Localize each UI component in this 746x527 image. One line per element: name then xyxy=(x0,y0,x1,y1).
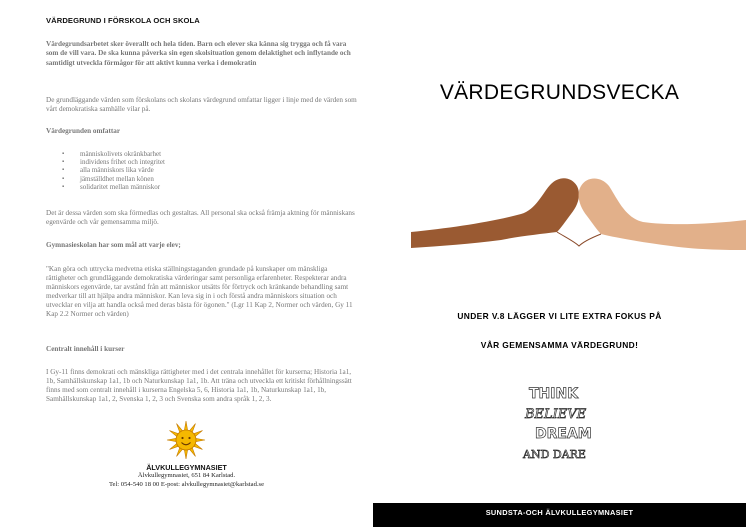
values-heading: Värdegrunden omfattar xyxy=(46,127,121,135)
list-item: ▪ solidaritet mellan människor xyxy=(62,182,161,191)
intro-paragraph: Värdegrundsarbetet sker överallt och hela tiden. Barn och elever ska känna sig trygga och få vara som de vill vara. De ska kunna påverka sin egen skolsituation genom delaktighet och inflytande och samtidigt utveckla förmågor för att aktivt kunna verka i demokratin xyxy=(46,40,351,67)
page-title: VÄRDEGRUND I FÖRSKOLA OCH SKOLA xyxy=(46,16,200,25)
sun-logo-icon xyxy=(166,420,206,460)
sun-ray xyxy=(167,438,176,441)
list-item: ▪ jämställdhet mellan könen xyxy=(62,174,154,183)
doodle-word-dream: DREAM xyxy=(535,426,592,442)
heart-hands-image xyxy=(411,162,746,254)
think-believe-dream-dare-doodle xyxy=(521,382,601,464)
doodle-word-believe: BELIEVE xyxy=(525,407,587,422)
sun-ray xyxy=(196,438,205,441)
cover-title: VÄRDEGRUNDSVECKA xyxy=(439,81,680,104)
sun-ray xyxy=(184,421,187,430)
focus-line-2: VÅR GEMENSAMMA VÄRDEGRUND! xyxy=(480,340,639,350)
focus-line: UNDER V.8 LÄGGER VI LITE EXTRA FOKUS PÅ xyxy=(457,311,662,321)
list-item: ▪ människolivets okränkbarhet xyxy=(62,150,162,158)
right-page xyxy=(373,0,746,527)
staff-paragraph: Det är dessa värden som ska förmedlas och gestaltas. All personal ska också främja aktning för människans egenvärde och vår gemensamma miljö. xyxy=(46,209,355,227)
bullet-icon: ▪ xyxy=(62,159,65,166)
list-item: ▪ alla människors lika värde xyxy=(62,166,154,175)
footer-text: SUNDSTA-OCH ÄLVKULLEGYMNASIET xyxy=(485,508,634,517)
curriculum-quote: "Kan göra och uttrycka medvetna etiska ställningstaganden grundade på kunskaper om mänskliga rättigheter och grundläggande demokratiska värderingar samt personliga erfarenheter. Respekterar andra människors egenvärde, tar avstånd från att människor utsätts för förtryck och kränkande behandling samt medverkar till att hjälpa andra människor. Kan leva sig in i och förstå andra människors situation och utvecklar en vilja att handla också med deras bästa för ögonen." (Lgr 11 Kap 2, Normer och värden, Gy 11 Kap 2.2 Normer och värden) xyxy=(46,265,353,319)
doodle-word-dare: AND DARE xyxy=(523,448,586,461)
bullet-icon: ▪ xyxy=(62,151,65,157)
bullet-icon: ▪ xyxy=(62,175,65,182)
goals-heading: Gymnasieskolan har som mål att varje elev; xyxy=(46,241,181,249)
values-list xyxy=(62,150,165,191)
content-heading: Centralt innehåll i kurser xyxy=(46,345,125,353)
content-paragraph: I Gy-11 finns demokrati och mänskliga rättigheter med i det centrala innehållet för kurserna; Historia 1a1, 1b, Samhällskunskap 1a1, 1b och Naturkunskap 1a1, 1b. Att träna och utveckla ett kritiskt förhållningssätt finns med som centralt innehåll i kurserna Engelska 5, 6, Historia 1a1, 1b, Naturkunskap 1a1, 1b, Samhällskunskap 1a1, 2, Svenska 1, 2, 3 och Svenska som andra språk 1, 2, 3. xyxy=(46,368,352,404)
sun-ray xyxy=(184,450,187,459)
values-paragraph: De grundläggande värden som förskolans och skolans värdegrund omfattar ligger i linje med de värden som vårt demokratiska samhälle vilar på. xyxy=(46,96,357,114)
doodle-word-think: THINK xyxy=(529,386,579,402)
bullet-icon: ▪ xyxy=(62,183,65,190)
school-contact: Tel: 054-540 18 00 E-post: alvkullegymnasiet@karlstad.se xyxy=(108,481,265,488)
school-address: Älvkullegymnasiet, 651 84 Karlstad. xyxy=(137,472,236,479)
bullet-icon: ▪ xyxy=(62,167,65,174)
list-item: ▪ individens frihet och integritet xyxy=(62,158,165,167)
school-name: ÄLVKULLEGYMNASIET xyxy=(146,463,227,472)
